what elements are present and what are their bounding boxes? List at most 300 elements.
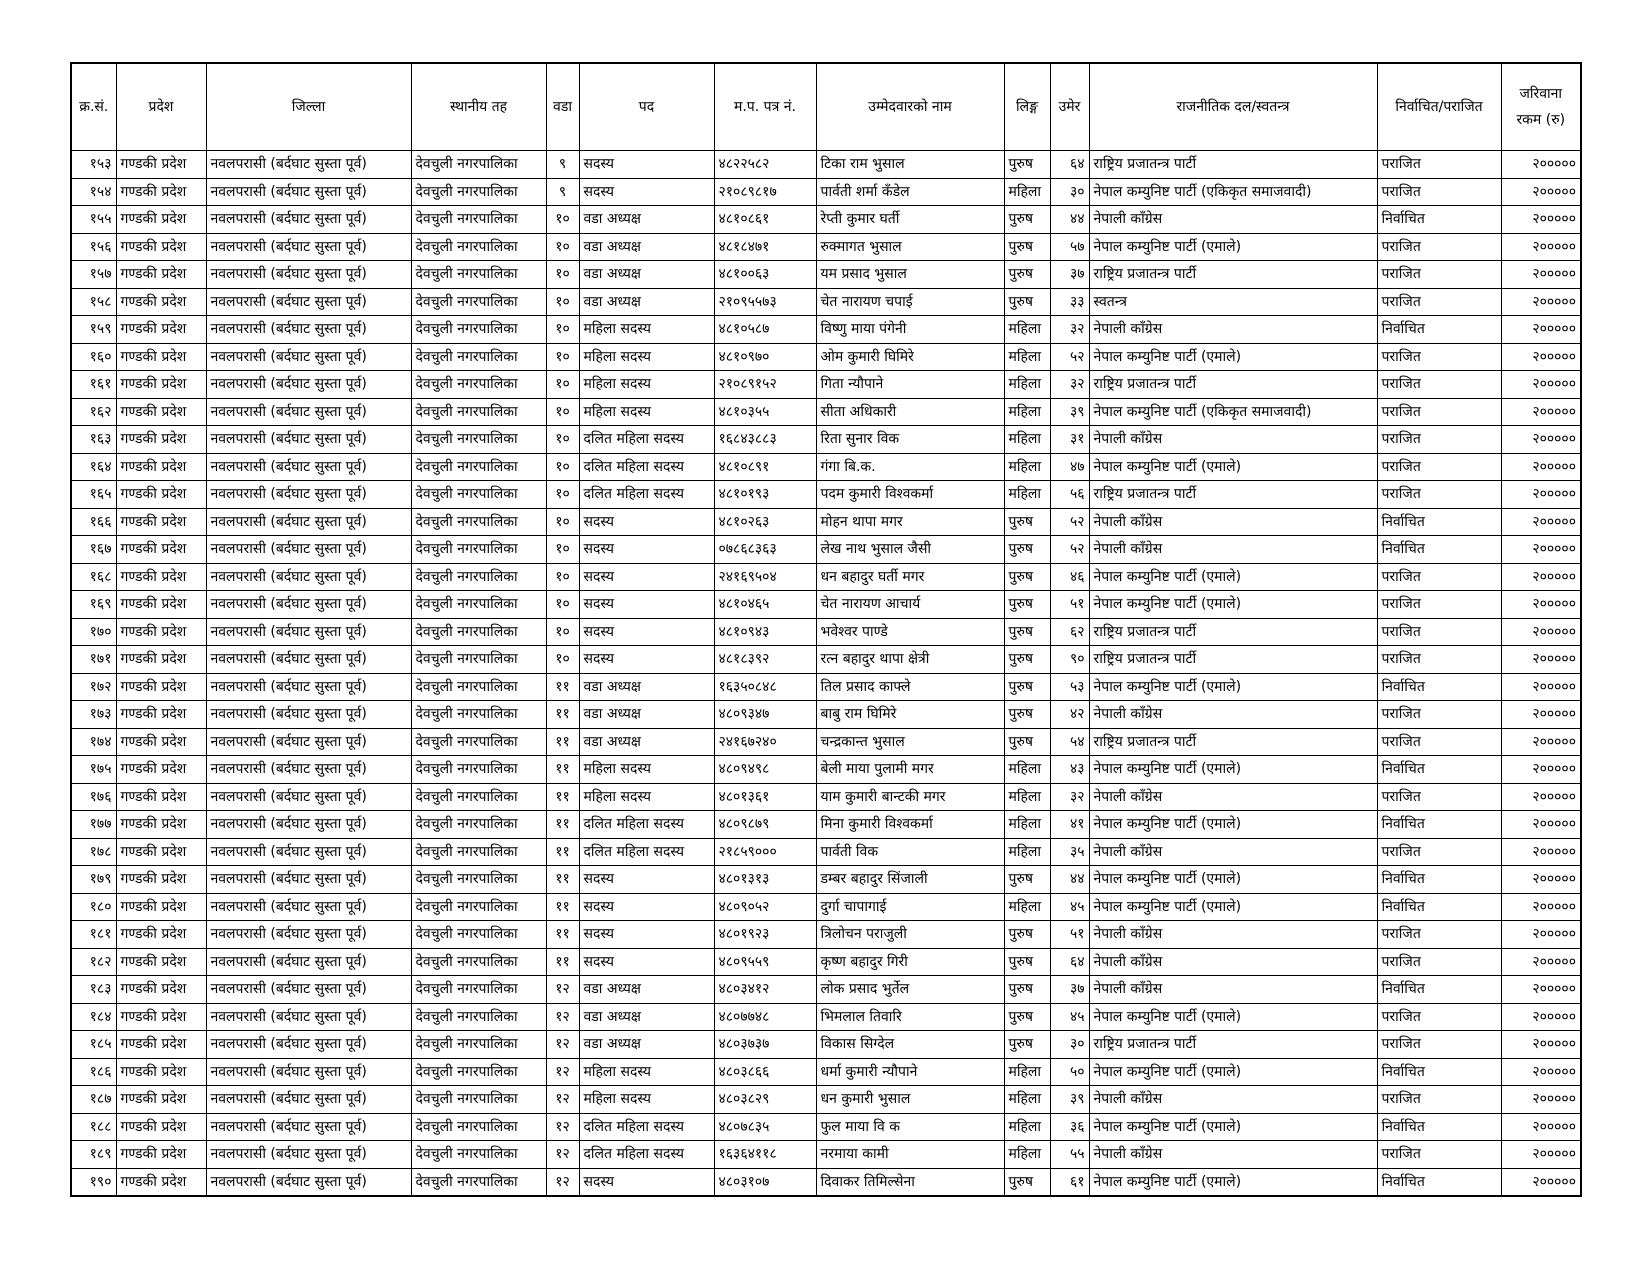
ballot-number-cell: १६३६४११८ (714, 1141, 816, 1169)
candidate-name-cell: दुर्गा चापागाई (816, 893, 1004, 921)
table-row (71, 811, 1581, 839)
ballot-number-cell: ४८०१३६१ (714, 783, 816, 811)
party-cell: स्वतन्त्र (1089, 288, 1377, 316)
result-cell: निर्वाचित (1377, 536, 1501, 564)
result-cell: पराजित (1377, 1031, 1501, 1059)
province-cell: गण्डकी प्रदेश (116, 1113, 206, 1141)
serial-cell: १७१ (71, 646, 116, 674)
candidate-name-cell: चेत नारायण आचार्य (816, 591, 1004, 619)
ballot-number-cell: १६८४३८८३ (714, 426, 816, 454)
header-ballot-number: म.प. पत्र नं. (714, 63, 816, 151)
table-body (71, 151, 1581, 1197)
local-level-cell: देवचुली नगरपालिका (411, 1058, 546, 1086)
province-cell: गण्डकी प्रदेश (116, 1141, 206, 1169)
fine-amount-cell: २००००० (1501, 673, 1581, 701)
ballot-number-cell: ४८०३१०७ (714, 1168, 816, 1196)
candidate-name-cell: पार्वती विक (816, 838, 1004, 866)
district-cell: नवलपरासी (बर्दघाट सुस्ता पूर्व) (206, 371, 411, 399)
party-cell: राष्ट्रिय प्रजातन्त्र पार्टी (1089, 618, 1377, 646)
candidate-name-cell: ओम कुमारी घिमिरे (816, 343, 1004, 371)
age-cell: ५३ (1050, 673, 1089, 701)
header-province: प्रदेश (116, 63, 206, 151)
ward-cell: १० (546, 316, 579, 344)
province-cell: गण्डकी प्रदेश (116, 646, 206, 674)
result-cell: निर्वाचित (1377, 1168, 1501, 1196)
fine-amount-cell: २००००० (1501, 343, 1581, 371)
party-cell: राष्ट्रिय प्रजातन्त्र पार्टी (1089, 371, 1377, 399)
table-row (71, 398, 1581, 426)
ward-cell: १० (546, 646, 579, 674)
party-cell: नेपाल कम्युनिष्ट पार्टी (एमाले) (1089, 591, 1377, 619)
gender-cell: पुरुष (1004, 673, 1050, 701)
age-cell: ४१ (1050, 811, 1089, 839)
fine-amount-cell: २००००० (1501, 838, 1581, 866)
province-cell: गण्डकी प्रदेश (116, 701, 206, 729)
ballot-number-cell: ४८०३८२९ (714, 1086, 816, 1114)
table-row (71, 508, 1581, 536)
local-level-cell: देवचुली नगरपालिका (411, 481, 546, 509)
fine-amount-cell: २००००० (1501, 646, 1581, 674)
serial-cell: १५७ (71, 261, 116, 289)
ward-cell: १० (546, 563, 579, 591)
ballot-number-cell: ४८१०५८७ (714, 316, 816, 344)
ballot-number-cell: ४८०७७४८ (714, 1003, 816, 1031)
fine-amount-cell: २००००० (1501, 1086, 1581, 1114)
fine-amount-cell: २००००० (1501, 1003, 1581, 1031)
post-cell: वडा अध्यक्ष (579, 728, 714, 756)
candidate-name-cell: धन कुमारी भुसाल (816, 1086, 1004, 1114)
table-row (71, 1086, 1581, 1114)
age-cell: ३२ (1050, 316, 1089, 344)
post-cell: सदस्य (579, 866, 714, 894)
candidate-name-cell: लोक प्रसाद भुर्तेल (816, 976, 1004, 1004)
candidate-name-cell: धन बहादुर घर्ती मगर (816, 563, 1004, 591)
table-row (71, 893, 1581, 921)
serial-cell: १६२ (71, 398, 116, 426)
candidate-name-cell: यम प्रसाद भुसाल (816, 261, 1004, 289)
ward-cell: ११ (546, 838, 579, 866)
fine-amount-cell: २००००० (1501, 508, 1581, 536)
ward-cell: १० (546, 261, 579, 289)
province-cell: गण्डकी प्रदेश (116, 591, 206, 619)
party-cell: नेपाली काँग्रेस (1089, 783, 1377, 811)
table-row (71, 1113, 1581, 1141)
serial-cell: १६१ (71, 371, 116, 399)
ward-cell: १० (546, 426, 579, 454)
local-level-cell: देवचुली नगरपालिका (411, 343, 546, 371)
district-cell: नवलपरासी (बर्दघाट सुस्ता पूर्व) (206, 948, 411, 976)
serial-cell: १७२ (71, 673, 116, 701)
ward-cell: ११ (546, 866, 579, 894)
local-level-cell: देवचुली नगरपालिका (411, 673, 546, 701)
post-cell: दलित महिला सदस्य (579, 1141, 714, 1169)
ward-cell: ११ (546, 783, 579, 811)
province-cell: गण्डकी प्रदेश (116, 783, 206, 811)
gender-cell: पुरुष (1004, 701, 1050, 729)
local-level-cell: देवचुली नगरपालिका (411, 508, 546, 536)
candidate-name-cell: चेत नारायण चपाई (816, 288, 1004, 316)
ward-cell: १० (546, 343, 579, 371)
gender-cell: महिला (1004, 453, 1050, 481)
ward-cell: १२ (546, 1168, 579, 1196)
ward-cell: ११ (546, 673, 579, 701)
province-cell: गण्डकी प्रदेश (116, 233, 206, 261)
ward-cell: १२ (546, 1003, 579, 1031)
ward-cell: ९ (546, 178, 579, 206)
gender-cell: महिला (1004, 1086, 1050, 1114)
province-cell: गण्डकी प्रदेश (116, 343, 206, 371)
serial-cell: १८१ (71, 921, 116, 949)
post-cell: सदस्य (579, 1168, 714, 1196)
district-cell: नवलपरासी (बर्दघाट सुस्ता पूर्व) (206, 866, 411, 894)
table-row (71, 618, 1581, 646)
serial-cell: १५५ (71, 206, 116, 234)
serial-cell: १७० (71, 618, 116, 646)
ballot-number-cell: ४८०९४९८ (714, 756, 816, 784)
gender-cell: पुरुष (1004, 618, 1050, 646)
ballot-number-cell: ४८०१९२३ (714, 921, 816, 949)
district-cell: नवलपरासी (बर्दघाट सुस्ता पूर्व) (206, 921, 411, 949)
local-level-cell: देवचुली नगरपालिका (411, 536, 546, 564)
ward-cell: १० (546, 481, 579, 509)
gender-cell: पुरुष (1004, 508, 1050, 536)
table-row (71, 206, 1581, 234)
party-cell: नेपाल कम्युनिष्ट पार्टी (एमाले) (1089, 866, 1377, 894)
gender-cell: पुरुष (1004, 646, 1050, 674)
result-cell: पराजित (1377, 178, 1501, 206)
candidate-name-cell: पदम कुमारी विश्वकर्मा (816, 481, 1004, 509)
serial-cell: १६६ (71, 508, 116, 536)
candidate-name-cell: रत्न बहादुर थापा क्षेत्री (816, 646, 1004, 674)
serial-cell: १८९ (71, 1141, 116, 1169)
district-cell: नवलपरासी (बर्दघाट सुस्ता पूर्व) (206, 151, 411, 179)
province-cell: गण्डकी प्रदेश (116, 398, 206, 426)
party-cell: राष्ट्रिय प्रजातन्त्र पार्टी (1089, 151, 1377, 179)
result-cell: निर्वाचित (1377, 1113, 1501, 1141)
serial-cell: १७७ (71, 811, 116, 839)
post-cell: दलित महिला सदस्य (579, 1113, 714, 1141)
age-cell: ३६ (1050, 1113, 1089, 1141)
local-level-cell: देवचुली नगरपालिका (411, 233, 546, 261)
table-row (71, 178, 1581, 206)
ward-cell: १० (546, 371, 579, 399)
fine-amount-cell: २००००० (1501, 756, 1581, 784)
fine-amount-cell: २००००० (1501, 453, 1581, 481)
party-cell: राष्ट्रिय प्रजातन्त्र पार्टी (1089, 646, 1377, 674)
ballot-number-cell: २१०८९८१७ (714, 178, 816, 206)
ballot-number-cell: २४१६७२४० (714, 728, 816, 756)
post-cell: महिला सदस्य (579, 756, 714, 784)
fine-amount-cell: २००००० (1501, 563, 1581, 591)
age-cell: ३९ (1050, 398, 1089, 426)
fine-amount-cell: २००००० (1501, 233, 1581, 261)
table-row (71, 1168, 1581, 1196)
table-row (71, 1031, 1581, 1059)
table-row (71, 426, 1581, 454)
ward-cell: १२ (546, 1141, 579, 1169)
party-cell: नेपाल कम्युनिष्ट पार्टी (एमाले) (1089, 1113, 1377, 1141)
post-cell: सदस्य (579, 893, 714, 921)
district-cell: नवलपरासी (बर्दघाट सुस्ता पूर्व) (206, 1003, 411, 1031)
serial-cell: १६७ (71, 536, 116, 564)
serial-cell: १६५ (71, 481, 116, 509)
result-cell: पराजित (1377, 453, 1501, 481)
post-cell: सदस्य (579, 536, 714, 564)
table-row (71, 371, 1581, 399)
age-cell: ३० (1050, 178, 1089, 206)
candidate-name-cell: बाबु राम घिमिरे (816, 701, 1004, 729)
party-cell: नेपाली काँग्रेस (1089, 1141, 1377, 1169)
header-district: जिल्ला (206, 63, 411, 151)
province-cell: गण्डकी प्रदेश (116, 728, 206, 756)
fine-amount-cell: २००००० (1501, 976, 1581, 1004)
ballot-number-cell: ४८१८३९२ (714, 646, 816, 674)
serial-cell: १५८ (71, 288, 116, 316)
fine-amount-cell: २००००० (1501, 426, 1581, 454)
fine-amount-cell: २००००० (1501, 1058, 1581, 1086)
ward-cell: १० (546, 398, 579, 426)
result-cell: निर्वाचित (1377, 893, 1501, 921)
gender-cell: पुरुष (1004, 563, 1050, 591)
ballot-number-cell: ४८०९३४७ (714, 701, 816, 729)
candidate-table (70, 62, 1582, 1197)
table-row (71, 1003, 1581, 1031)
ward-cell: ११ (546, 948, 579, 976)
district-cell: नवलपरासी (बर्दघाट सुस्ता पूर्व) (206, 563, 411, 591)
candidate-name-cell: रेप्ती कुमार घर्ती (816, 206, 1004, 234)
ballot-number-cell: ४८१०३५५ (714, 398, 816, 426)
header-result: निर्वाचित/पराजित (1377, 63, 1501, 151)
ballot-number-cell: २१०९५५७३ (714, 288, 816, 316)
header-serial: क्र.सं. (71, 63, 116, 151)
table-row (71, 316, 1581, 344)
age-cell: ४४ (1050, 866, 1089, 894)
gender-cell: महिला (1004, 343, 1050, 371)
province-cell: गण्डकी प्रदेश (116, 316, 206, 344)
post-cell: दलित महिला सदस्य (579, 453, 714, 481)
table-row (71, 783, 1581, 811)
party-cell: नेपाली काँग्रेस (1089, 976, 1377, 1004)
table-row (71, 233, 1581, 261)
ballot-number-cell: ४८०३४१२ (714, 976, 816, 1004)
local-level-cell: देवचुली नगरपालिका (411, 1086, 546, 1114)
district-cell: नवलपरासी (बर्दघाट सुस्ता पूर्व) (206, 673, 411, 701)
serial-cell: १५९ (71, 316, 116, 344)
result-cell: पराजित (1377, 701, 1501, 729)
candidate-name-cell: मिना कुमारी विश्वकर्मा (816, 811, 1004, 839)
ward-cell: १० (546, 508, 579, 536)
result-cell: निर्वाचित (1377, 316, 1501, 344)
ward-cell: १० (546, 591, 579, 619)
candidate-name-cell: भवेश्वर पाण्डे (816, 618, 1004, 646)
party-cell: नेपाली काँग्रेस (1089, 206, 1377, 234)
table-row (71, 151, 1581, 179)
province-cell: गण्डकी प्रदेश (116, 371, 206, 399)
result-cell: पराजित (1377, 591, 1501, 619)
ballot-number-cell: ४८०३८६६ (714, 1058, 816, 1086)
table-row (71, 948, 1581, 976)
gender-cell: पुरुष (1004, 151, 1050, 179)
age-cell: ३३ (1050, 288, 1089, 316)
serial-cell: १५६ (71, 233, 116, 261)
district-cell: नवलपरासी (बर्दघाट सुस्ता पूर्व) (206, 398, 411, 426)
candidate-name-cell: गिता न्यौपाने (816, 371, 1004, 399)
gender-cell: पुरुष (1004, 866, 1050, 894)
age-cell: ५२ (1050, 536, 1089, 564)
fine-amount-cell: २००००० (1501, 701, 1581, 729)
candidate-name-cell: धर्मा कुमारी न्यौपाने (816, 1058, 1004, 1086)
district-cell: नवलपरासी (बर्दघाट सुस्ता पूर्व) (206, 811, 411, 839)
party-cell: नेपाल कम्युनिष्ट पार्टी (एमाले) (1089, 233, 1377, 261)
age-cell: ३५ (1050, 838, 1089, 866)
gender-cell: पुरुष (1004, 976, 1050, 1004)
local-level-cell: देवचुली नगरपालिका (411, 893, 546, 921)
ward-cell: १० (546, 536, 579, 564)
result-cell: पराजित (1377, 728, 1501, 756)
province-cell: गण्डकी प्रदेश (116, 866, 206, 894)
district-cell: नवलपरासी (बर्दघाट सुस्ता पूर्व) (206, 1031, 411, 1059)
age-cell: ६१ (1050, 1168, 1089, 1196)
age-cell: ३९ (1050, 1086, 1089, 1114)
result-cell: पराजित (1377, 398, 1501, 426)
table-row (71, 1141, 1581, 1169)
post-cell: वडा अध्यक्ष (579, 701, 714, 729)
district-cell: नवलपरासी (बर्दघाट सुस्ता पूर्व) (206, 453, 411, 481)
gender-cell: पुरुष (1004, 288, 1050, 316)
post-cell: वडा अध्यक्ष (579, 288, 714, 316)
serial-cell: १७४ (71, 728, 116, 756)
age-cell: ५४ (1050, 728, 1089, 756)
party-cell: नेपाली काँग्रेस (1089, 508, 1377, 536)
fine-amount-cell: २००००० (1501, 316, 1581, 344)
header-age: उमेर (1050, 63, 1089, 151)
fine-amount-cell: २००००० (1501, 811, 1581, 839)
header-post: पद (579, 63, 714, 151)
fine-amount-cell: २००००० (1501, 1031, 1581, 1059)
result-cell: पराजित (1377, 481, 1501, 509)
table-row (71, 646, 1581, 674)
candidate-name-cell: रुक्मागत भुसाल (816, 233, 1004, 261)
post-cell: वडा अध्यक्ष (579, 206, 714, 234)
candidate-name-cell: बेली माया पुलामी मगर (816, 756, 1004, 784)
local-level-cell: देवचुली नगरपालिका (411, 866, 546, 894)
table-row (71, 921, 1581, 949)
gender-cell: पुरुष (1004, 921, 1050, 949)
candidate-name-cell: विष्णु माया पंगेनी (816, 316, 1004, 344)
result-cell: पराजित (1377, 151, 1501, 179)
candidate-name-cell: भिमलाल तिवारि (816, 1003, 1004, 1031)
fine-amount-cell: २००००० (1501, 1113, 1581, 1141)
table-row (71, 563, 1581, 591)
serial-cell: १८६ (71, 1058, 116, 1086)
district-cell: नवलपरासी (बर्दघाट सुस्ता पूर्व) (206, 701, 411, 729)
gender-cell: पुरुष (1004, 591, 1050, 619)
result-cell: निर्वाचित (1377, 206, 1501, 234)
province-cell: गण्डकी प्रदेश (116, 426, 206, 454)
province-cell: गण्डकी प्रदेश (116, 508, 206, 536)
candidate-name-cell: डम्बर बहादुर सिंजाली (816, 866, 1004, 894)
province-cell: गण्डकी प्रदेश (116, 893, 206, 921)
district-cell: नवलपरासी (बर्दघाट सुस्ता पूर्व) (206, 481, 411, 509)
province-cell: गण्डकी प्रदेश (116, 563, 206, 591)
result-cell: निर्वाचित (1377, 508, 1501, 536)
post-cell: सदस्य (579, 151, 714, 179)
post-cell: महिला सदस्य (579, 783, 714, 811)
local-level-cell: देवचुली नगरपालिका (411, 426, 546, 454)
age-cell: ३२ (1050, 371, 1089, 399)
fine-amount-cell: २००००० (1501, 948, 1581, 976)
gender-cell: महिला (1004, 371, 1050, 399)
table-row (71, 343, 1581, 371)
party-cell: नेपाली काँग्रेस (1089, 921, 1377, 949)
province-cell: गण्डकी प्रदेश (116, 756, 206, 784)
local-level-cell: देवचुली नगरपालिका (411, 288, 546, 316)
post-cell: सदस्य (579, 178, 714, 206)
table-row (71, 673, 1581, 701)
table-row (71, 728, 1581, 756)
serial-cell: १६० (71, 343, 116, 371)
age-cell: ५७ (1050, 233, 1089, 261)
post-cell: दलित महिला सदस्य (579, 481, 714, 509)
age-cell: ६४ (1050, 151, 1089, 179)
gender-cell: पुरुष (1004, 1168, 1050, 1196)
post-cell: सदस्य (579, 646, 714, 674)
party-cell: राष्ट्रिय प्रजातन्त्र पार्टी (1089, 728, 1377, 756)
result-cell: निर्वाचित (1377, 811, 1501, 839)
header-row (71, 63, 1581, 151)
province-cell: गण्डकी प्रदेश (116, 838, 206, 866)
header-party: राजनीतिक दल/स्वतन्त्र (1089, 63, 1377, 151)
post-cell: वडा अध्यक्ष (579, 976, 714, 1004)
ballot-number-cell: २१०८९१५२ (714, 371, 816, 399)
local-level-cell: देवचुली नगरपालिका (411, 948, 546, 976)
table-row (71, 288, 1581, 316)
result-cell: निर्वाचित (1377, 673, 1501, 701)
table-row (71, 536, 1581, 564)
province-cell: गण्डकी प्रदेश (116, 673, 206, 701)
age-cell: ५१ (1050, 921, 1089, 949)
ballot-number-cell: ४८२२५८२ (714, 151, 816, 179)
province-cell: गण्डकी प्रदेश (116, 536, 206, 564)
province-cell: गण्डकी प्रदेश (116, 481, 206, 509)
fine-amount-cell: २००००० (1501, 178, 1581, 206)
local-level-cell: देवचुली नगरपालिका (411, 563, 546, 591)
header-candidate-name: उम्मेदवारको नाम (816, 63, 1004, 151)
local-level-cell: देवचुली नगरपालिका (411, 316, 546, 344)
gender-cell: महिला (1004, 398, 1050, 426)
district-cell: नवलपरासी (बर्दघाट सुस्ता पूर्व) (206, 1141, 411, 1169)
party-cell: नेपाल कम्युनिष्ट पार्टी (एकिकृत समाजवादी) (1089, 398, 1377, 426)
fine-amount-cell: २००००० (1501, 893, 1581, 921)
province-cell: गण्डकी प्रदेश (116, 261, 206, 289)
result-cell: पराजित (1377, 948, 1501, 976)
ballot-number-cell: ४८०७८३५ (714, 1113, 816, 1141)
party-cell: नेपाल कम्युनिष्ट पार्टी (एमाले) (1089, 1003, 1377, 1031)
age-cell: ३२ (1050, 783, 1089, 811)
district-cell: नवलपरासी (बर्दघाट सुस्ता पूर्व) (206, 756, 411, 784)
serial-cell: १७५ (71, 756, 116, 784)
candidate-name-cell: सीता अधिकारी (816, 398, 1004, 426)
ballot-number-cell: ४८१०९७० (714, 343, 816, 371)
serial-cell: १८४ (71, 1003, 116, 1031)
local-level-cell: देवचुली नगरपालिका (411, 151, 546, 179)
candidate-name-cell: रिता सुनार विक (816, 426, 1004, 454)
local-level-cell: देवचुली नगरपालिका (411, 728, 546, 756)
ballot-number-cell: ४८१००६३ (714, 261, 816, 289)
ballot-number-cell: ४८०३७३७ (714, 1031, 816, 1059)
province-cell: गण्डकी प्रदेश (116, 1168, 206, 1196)
ward-cell: १२ (546, 976, 579, 1004)
